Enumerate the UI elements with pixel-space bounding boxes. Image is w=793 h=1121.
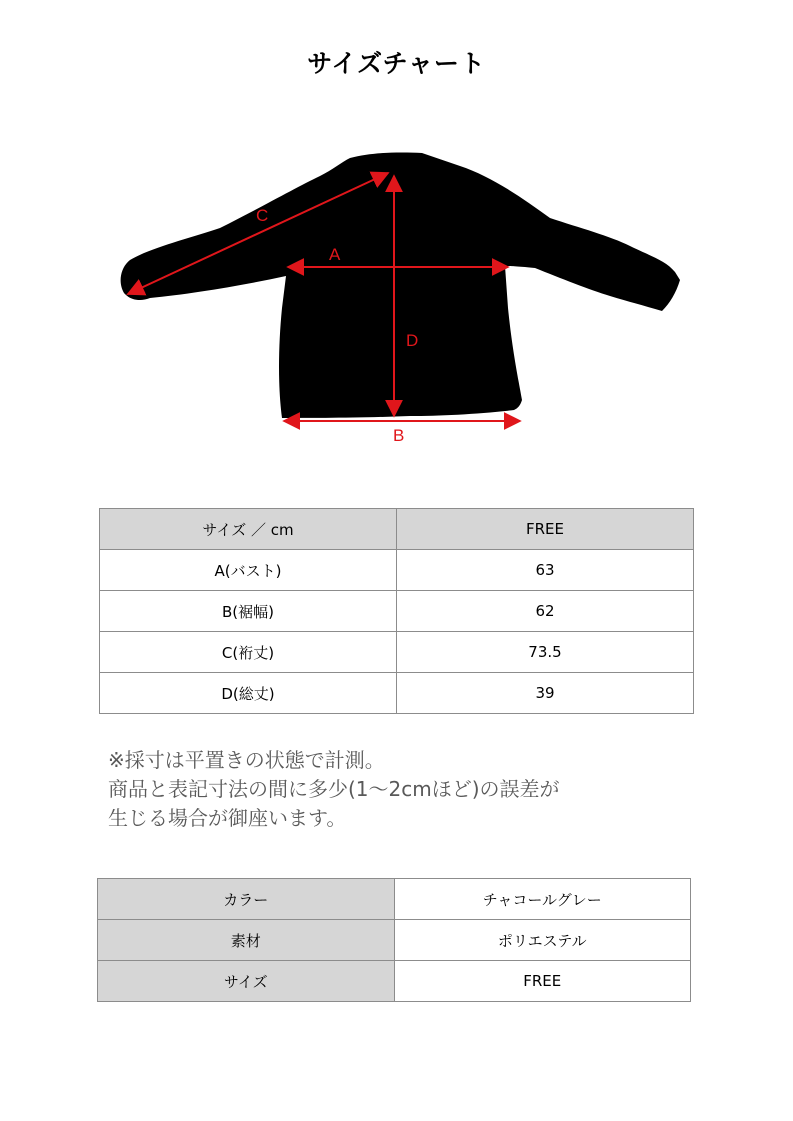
- row-value: 63: [397, 550, 694, 591]
- size-table-header: [100, 509, 694, 550]
- sweater-illustration: [110, 148, 690, 453]
- label-c: C: [256, 206, 269, 225]
- row-label: C(裄丈): [100, 632, 397, 673]
- spec-label: 素材: [98, 920, 395, 961]
- spec-table: [97, 878, 691, 1002]
- label-d: D: [406, 331, 419, 350]
- table-row: [98, 879, 691, 920]
- size-table: [99, 508, 694, 714]
- table-row: [100, 550, 694, 591]
- size-header-value: FREE: [397, 509, 694, 550]
- table-row: [100, 591, 694, 632]
- spec-value: FREE: [394, 961, 691, 1002]
- note-line: ※採寸は平置きの状態で計測。: [108, 748, 385, 772]
- label-b: B: [393, 426, 405, 445]
- sweater-body: [121, 153, 680, 418]
- spec-value: ポリエステル: [394, 920, 691, 961]
- note-line: 生じる場合が御座います。: [108, 806, 347, 830]
- table-row: [98, 961, 691, 1002]
- measurement-note: [108, 746, 728, 833]
- table-row: [100, 673, 694, 714]
- size-header-label: サイズ ／ cm: [100, 509, 397, 550]
- garment-diagram: [110, 148, 690, 453]
- page-title: サイズチャート: [307, 49, 486, 78]
- note-line: 商品と表記寸法の間に多少(1〜2cmほど)の誤差が: [108, 777, 560, 801]
- label-a: A: [329, 245, 341, 264]
- row-value: 62: [397, 591, 694, 632]
- spec-value: チャコールグレー: [394, 879, 691, 920]
- row-label: D(総丈): [100, 673, 397, 714]
- spec-label: サイズ: [98, 961, 395, 1002]
- row-label: B(裾幅): [100, 591, 397, 632]
- row-value: 39: [397, 673, 694, 714]
- row-label: A(バスト): [100, 550, 397, 591]
- row-value: 73.5: [397, 632, 694, 673]
- table-row: [98, 920, 691, 961]
- table-row: [100, 632, 694, 673]
- spec-label: カラー: [98, 879, 395, 920]
